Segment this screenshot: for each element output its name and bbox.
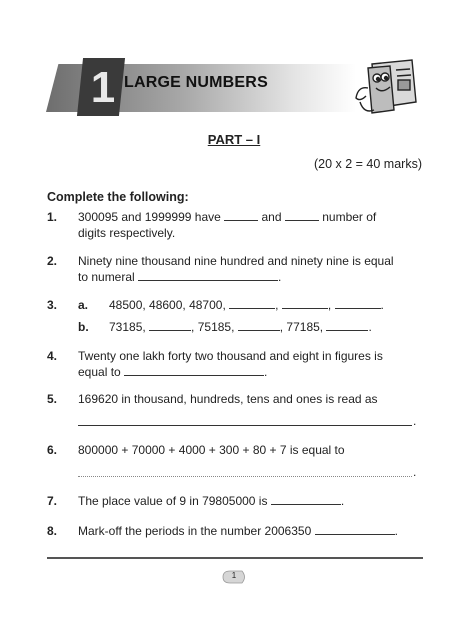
chapter-title: LARGE NUMBERS bbox=[124, 74, 268, 91]
answer-blank[interactable] bbox=[229, 297, 275, 309]
answer-blank[interactable] bbox=[335, 297, 381, 309]
answer-blank[interactable] bbox=[224, 209, 258, 221]
question-text: 300095 and 1999999 have and number of digits respectively. bbox=[78, 210, 377, 240]
footer-rule bbox=[47, 557, 423, 559]
sub-label: a. bbox=[78, 298, 89, 312]
answer-blank[interactable] bbox=[285, 209, 319, 221]
question-number: 6. bbox=[47, 443, 58, 457]
page-number: 1 bbox=[231, 571, 237, 580]
answer-blank[interactable] bbox=[315, 523, 395, 535]
question-number: 4. bbox=[47, 349, 58, 363]
answer-blank[interactable] bbox=[326, 319, 368, 331]
answer-blank[interactable] bbox=[282, 297, 328, 309]
answer-blank[interactable] bbox=[124, 364, 264, 376]
newspaper-mascot-icon bbox=[350, 58, 420, 118]
instructions: Complete the following: bbox=[47, 190, 189, 204]
chapter-number: 1 bbox=[90, 63, 116, 112]
sub-label: b. bbox=[78, 320, 89, 334]
question-number: 1. bbox=[47, 210, 58, 224]
marks-allocation: (20 x 2 = 40 marks) bbox=[313, 157, 422, 171]
part-heading: PART – I bbox=[207, 132, 261, 147]
sub-text: 73185, , 75185, , 77185, . bbox=[109, 320, 372, 334]
answer-blank[interactable] bbox=[271, 493, 341, 505]
answer-line[interactable] bbox=[78, 424, 412, 426]
answer-blank[interactable] bbox=[138, 269, 278, 281]
question-text: Twenty one lakh forty two thousand and eight in figures is equal to . bbox=[78, 349, 383, 379]
question-number: 7. bbox=[47, 494, 58, 508]
question-text: 169620 in thousand, hundreds, tens and ones is read as bbox=[78, 392, 378, 406]
question-number: 8. bbox=[47, 524, 58, 538]
question-number: 5. bbox=[47, 392, 58, 406]
sub-text: 48500, 48600, 48700, , , . bbox=[109, 298, 384, 312]
question-text: Ninety nine thousand nine hundred and ninety nine is equal to numeral . bbox=[78, 254, 394, 284]
question-text: 800000 + 70000 + 4000 + 300 + 80 + 7 is equal to bbox=[78, 443, 345, 457]
answer-blank[interactable] bbox=[238, 319, 280, 331]
answer-blank[interactable] bbox=[149, 319, 191, 331]
question-number: 2. bbox=[47, 254, 58, 268]
question-text: Mark-off the periods in the number 2006350 . bbox=[78, 524, 398, 538]
question-number: 3. bbox=[47, 298, 58, 312]
answer-line[interactable] bbox=[78, 475, 412, 477]
question-text: The place value of 9 in 79805000 is . bbox=[78, 494, 345, 508]
